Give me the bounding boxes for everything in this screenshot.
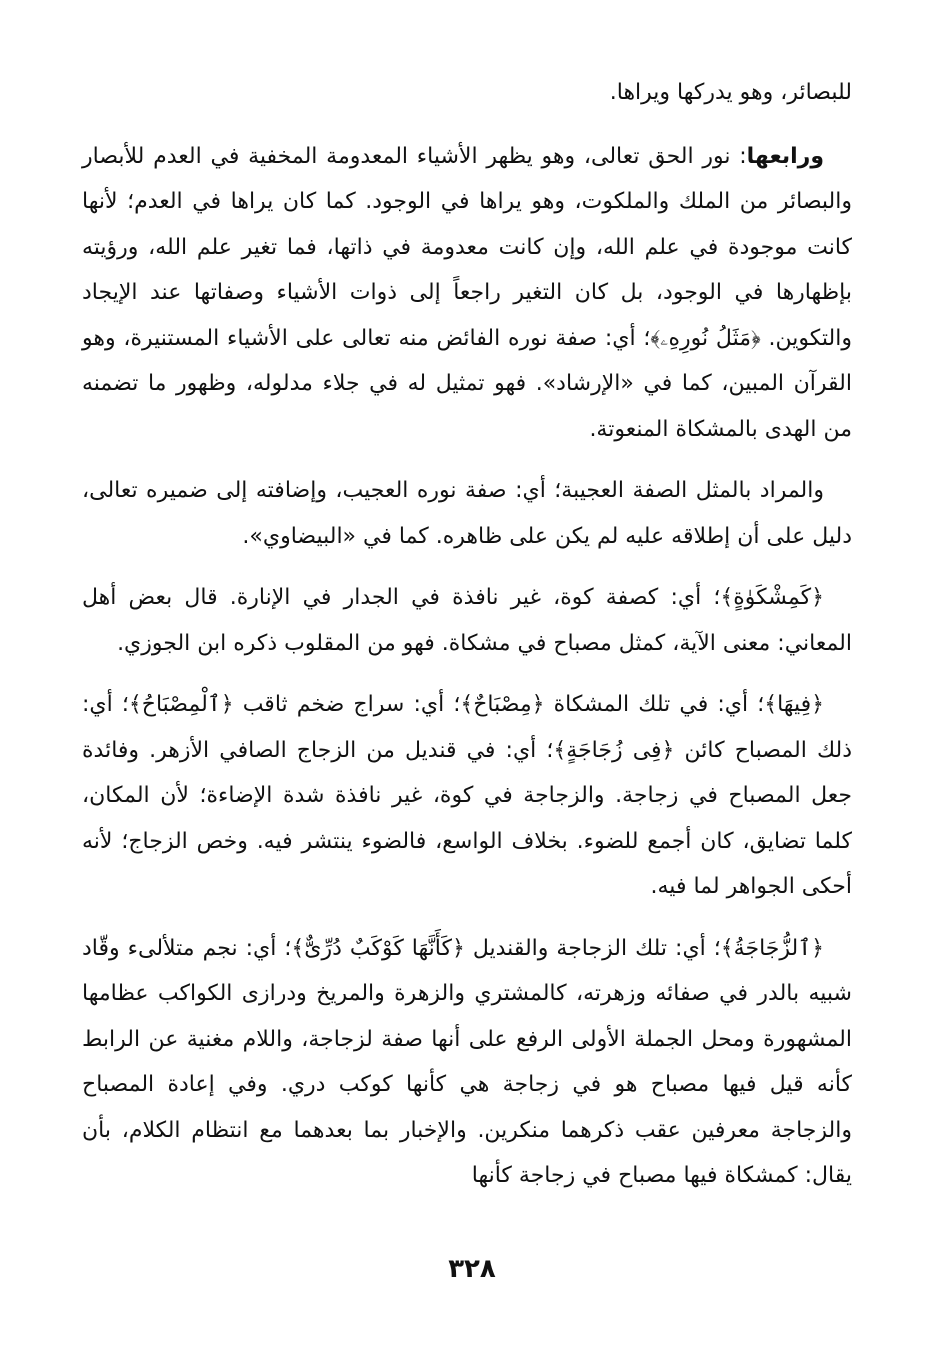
paragraph-mishkat bbox=[82, 575, 852, 666]
paragraph-text: : نور الحق تعالى، وهو يظهر الأشياء المعدومة المخفية في العدم للأبصار والبصائر من الملك والملكوت، وهو يراها في الوجود. كما كان يراها في العدم؛ لأنها كانت موجودة في علم الله، وإن كانت معدومة في ذاتها، فما تغير علم الله، ورؤيته بإظهارها في الوجود، بل كان التغير راجعاً إلى ذوات الأشياء وصفاتها عند الإيجاد والتكوين. ﴿مَثَلُ نُورِهِۦ﴾؛ أي: صفة نوره الفائض منه تعالى على الأشياء المستنيرة، وهو القرآن المبين، كما في «الإرشاد». فهو تمثيل له في جلاء مدلوله، وظهور ما تضمنه من الهدى بالمشكاة المنعوتة. bbox=[82, 143, 852, 442]
paragraph-text: ﴿كَمِشْكَوٰةٍ﴾؛ أي: كصفة كوة، غير نافذة في الجدار في الإنارة. قال بعض أهل المعاني: معنى الآية، كمثل مصباح في مشكاة. فهو من المقلوب ذكره ابن الجوزي. bbox=[82, 585, 852, 656]
paragraph-text: والمراد بالمثل الصفة العجيبة؛ أي: صفة نوره العجيب، وإضافته إلى ضميره تعالى، دليل على أن إطلاقه عليه لم يكن على ظاهره. كما في «البيضاوي». bbox=[82, 478, 852, 549]
paragraph-fourth bbox=[82, 134, 852, 453]
paragraph-continuation bbox=[82, 70, 852, 116]
paragraph-text: ﴿ٱلزُّجَاجَةُ﴾؛ أي: تلك الزجاجة والقنديل ﴿كَأَنَّهَا كَوْكَبٌ دُرِّىٌّ﴾؛ أي: نجم متلألىء وقّاد شبيه بالدر في صفائه وزهرته، كالمشتري والزهرة والمريخ ودرازى الكواكب عظامها المشهورة ومحل الجملة الأولى الرفع على أنها صفة لزجاجة، واللام مغنية عن الرابط كأنه قيل فيها مصباح هو في زجاجة هي كأنها كوكب دري. وفي إعادة المصباح والزجاجة معرفين عقب ذكرهما منكرين. والإخبار بما بعدهما مع انتظام الكلام، بأن يقال: كمشكاة فيها مصباح في زجاجة كأنها bbox=[82, 935, 852, 1188]
paragraph-meaning bbox=[82, 468, 852, 559]
paragraph-zujajah bbox=[82, 926, 852, 1199]
page-body bbox=[82, 70, 852, 1215]
paragraph-lead: ورابعها bbox=[746, 143, 824, 169]
page-number: ٣٢٨ bbox=[448, 1254, 496, 1284]
paragraph-text: للبصائر، وهو يدركها ويراها. bbox=[609, 80, 852, 105]
paragraph-text: ﴿فِيهَا﴾؛ أي: في تلك المشكاة ﴿مِصْبَاحٌ﴾؛ أي: سراج ضخم ثاقب ﴿ٱلْمِصْبَاحُ﴾؛ أي: ذلك المصباح كائن ﴿فِى زُجَاجَةٍ﴾؛ أي: في قنديل من الزجاج الصافي الأزهر. وفائدة جعل المصباح في زجاجة. والزجاجة في كوة، غير نافذة شدة الإضاءة؛ لأن المكان، كلما تضايق، كان أجمع للضوء. بخلاف الواسع، فالضوء ينتشر فيه. وخص الزجاج؛ لأنه أحكى الجواهر لما فيه. bbox=[82, 692, 852, 899]
paragraph-misbah bbox=[82, 682, 852, 910]
